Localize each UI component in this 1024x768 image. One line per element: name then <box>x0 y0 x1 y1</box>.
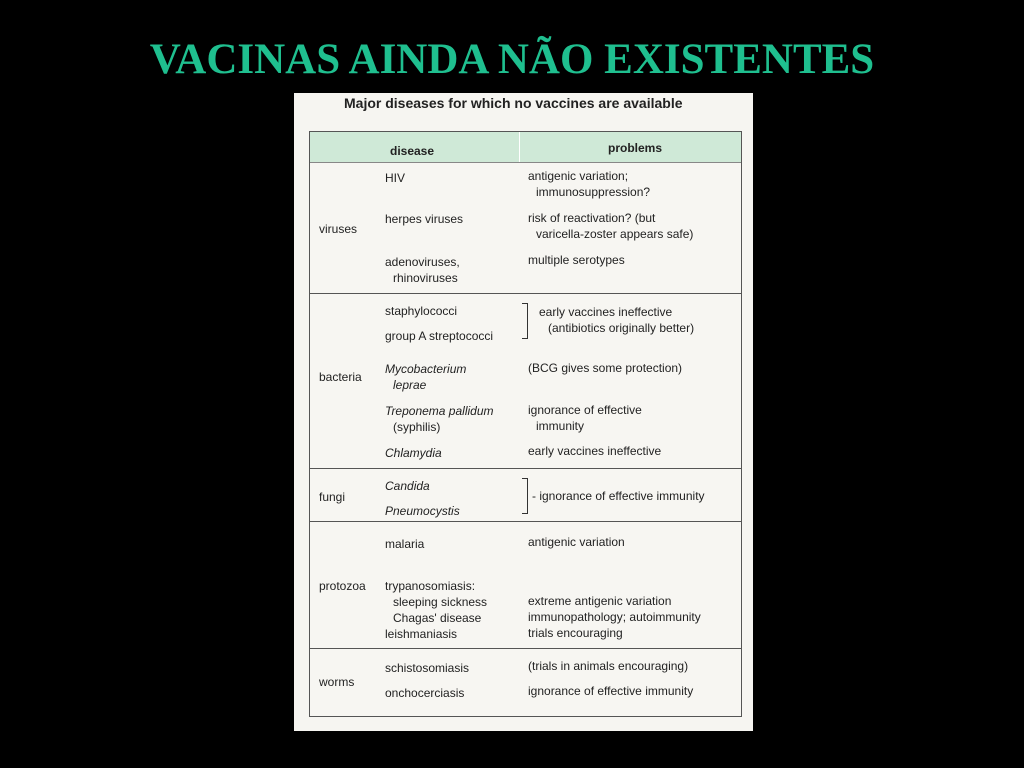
category-protozoa: protozoa <box>319 579 366 593</box>
group-rule <box>310 521 741 522</box>
problem-fungi: - ignorance of effective immunity <box>532 489 705 503</box>
problem-sleeping-sickness: extreme antigenic variation <box>528 594 672 608</box>
problem-staphylococci: early vaccines ineffective <box>539 305 673 319</box>
problem-hiv-1: antigenic variation; <box>528 169 629 183</box>
disease-trypanosomiasis: trypanosomiasis: <box>385 579 476 593</box>
category-bacteria: bacteria <box>319 370 362 384</box>
problem-onchocerciasis: ignorance of effective immunity <box>528 684 694 698</box>
category-worms: worms <box>319 675 355 689</box>
group-rule <box>310 468 741 469</box>
problem-treponema-2: immunity <box>536 419 585 433</box>
disease-treponema: Treponema pallidum <box>385 404 494 418</box>
disease-leprae: leprae <box>393 378 427 392</box>
bracket <box>522 303 528 339</box>
bracket <box>522 478 528 514</box>
disease-schistosomiasis: schistosomiasis <box>385 661 470 675</box>
table-header <box>310 132 741 163</box>
problem-chlamydia: early vaccines ineffective <box>528 444 662 458</box>
disease-staphylococci: staphylococci <box>385 304 458 318</box>
problem-malaria: antigenic variation <box>528 535 625 549</box>
disease-herpes: herpes viruses <box>385 212 464 226</box>
problem-treponema-1: ignorance of effective <box>528 403 642 417</box>
disease-mycobacterium: Mycobacterium <box>385 362 467 376</box>
disease-chagas: Chagas' disease <box>393 611 482 625</box>
problem-group-a-strep: (antibiotics originally better) <box>548 321 695 335</box>
problem-herpes-1: risk of reactivation? (but <box>528 211 656 225</box>
disease-group-a-strep: group A streptococci <box>385 329 494 343</box>
problem-leishmaniasis: trials encouraging <box>528 626 623 640</box>
disease-hiv: HIV <box>385 171 406 185</box>
header-divider <box>519 132 520 162</box>
header-problems: problems <box>608 141 663 155</box>
disease-adenoviruses: adenoviruses, <box>385 255 460 269</box>
disease-syphilis: (syphilis) <box>393 420 441 434</box>
disease-leishmaniasis: leishmaniasis <box>385 627 458 641</box>
disease-sleeping-sickness: sleeping sickness <box>393 595 488 609</box>
header-disease: disease <box>390 144 435 158</box>
scanned-table-image <box>294 93 753 731</box>
category-viruses: viruses <box>319 222 358 236</box>
problem-mycobacterium: (BCG gives some protection) <box>528 361 683 375</box>
problem-herpes-2: varicella-zoster appears safe) <box>536 227 694 241</box>
disease-chlamydia: Chlamydia <box>385 446 442 460</box>
group-rule <box>310 293 741 294</box>
disease-table <box>309 131 742 717</box>
disease-pneumocystis: Pneumocystis <box>385 504 460 518</box>
problem-adenoviruses: multiple serotypes <box>528 253 625 267</box>
disease-candida: Candida <box>385 479 430 493</box>
category-fungi: fungi <box>319 490 346 504</box>
disease-onchocerciasis: onchocerciasis <box>385 686 465 700</box>
problem-hiv-2: immunosuppression? <box>536 185 651 199</box>
slide-title: VACINAS AINDA NÃO EXISTENTES <box>149 36 875 83</box>
table-caption: Major diseases for which no vaccines are available <box>344 95 683 111</box>
disease-rhinoviruses: rhinoviruses <box>393 271 458 285</box>
group-rule <box>310 648 741 649</box>
problem-chagas: immunopathology; autoimmunity <box>528 610 701 624</box>
problem-schistosomiasis: (trials in animals encouraging) <box>528 659 689 673</box>
disease-malaria: malaria <box>385 537 425 551</box>
